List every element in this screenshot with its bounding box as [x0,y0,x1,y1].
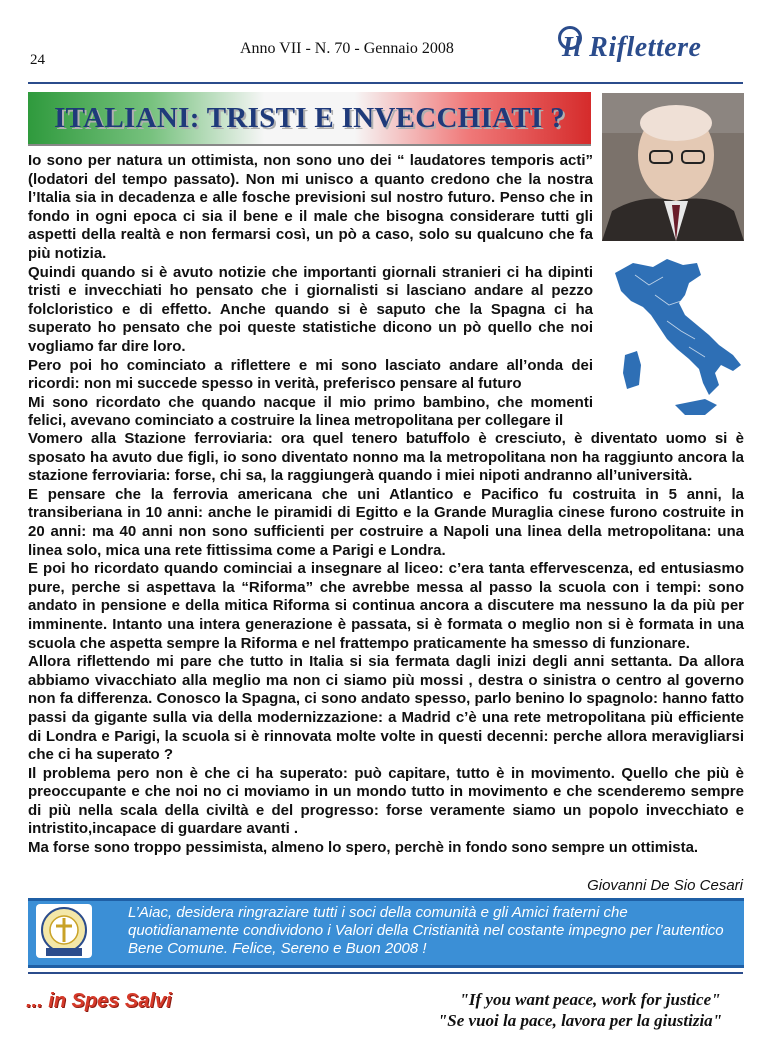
paragraph: Ma forse sono troppo pessimista, almeno lo spero, perchè in fondo sono sempre un ottimista. [28,839,699,857]
footer-motto: ... in Spes Salvi [26,990,172,1012]
article-body-narrow [28,152,593,431]
issue-info: Anno VII - N. 70 - Gennaio 2008 [240,40,454,57]
quote-italian: "Se vuoi la pace, lavora per la giustizia" [437,1011,723,1030]
paragraph: Vomero alla Stazione ferroviaria: ora quel tenero batuffolo è cresciuto, è diventato uomo si è sposato ha avuto due figli, io sono diventato nonno ma la metropolitana non ha raggiunto ancora la stazione ferroviaria: forse, chi sa, la raggiungerà quando i miei nipoti andranno all’università. [28,430,744,485]
article-title: ITALIANI: TRISTI E INVECCHIATI ? [54,102,565,134]
footer-divider [28,972,743,974]
quote-english: "If you want peace, work for justice" [459,990,721,1009]
paragraph: E pensare che la ferrovia americana che uni Atlantico e Pacifico fu costruita in 5 anni, la transiberiana in 10 anni: anche le piramidi di Egitto e la Grande Muraglia cinese furono costruite in 20 anni: ma 40 anni non sono sufficienti per costruire a Napoli una linea della metropolitana: una linea solo, mica una rete fittissima come a Parigi e Londra. [28,485,744,559]
paragraph: Pero poi ho cominciato a riflettere e mi sono lasciato andare all’onda dei ricordi: non mi succede spesso in verità, preferisco pensare al futuro [28,356,593,393]
paragraph: Mi sono ricordato che quando nacque il mio primo bambino, che momenti felici, avevano cominciato a costruire la linea metropolitana per collegare il [28,393,593,430]
portrait-icon [602,93,744,241]
paragraph: E poi ho ricordato quando cominciai a insegnare al liceo: c’era tanta effervescenza, ed entusiasmo pure, perche si aspettava la “Riforma” che avrebbe messa al passo la scuola con i tempi: sono andato in pensione e della mitica Riforma si continua ancora a discutere ma nessuno la da più per imminente. Intanto una intera generazione è passata, si è formata o meglio non si è formata in una scuola che aspetta sempre la Riforma e nel frattempo praticamente ha smesso di funzionare. [28,560,744,652]
italy-map [605,255,745,430]
article-body-wide [28,430,744,858]
paragraph: Il problema pero non è che ci ha superato: può capitare, tutto è in movimento. Quello che più è preoccupante e che noi no ci moviamo in un mondo tutto in movimento e che scenderemo sempre di più nella scala della civiltà e del progresso: forse veramente siamo un popolo invecchiato e intristito,incapace di guardare avanti . [28,764,744,838]
paragraph: Allora riflettendo mi pare che tutto in Italia si sia fermata dagli inizi degli anni settanta. Da allora abbiamo vivacchiato alla meglio ma non ci siamo più mossi , destra o sinistra o centro al governo non fa differenza. Conosco la Spagna, ci sono andato spesso, parlo benino lo spagnolo: hanno fatto passi da gigante sulla via della modernizzazione: a Madrid c’è una rete metropolitana più efficiente di Londra e Parigi, la scuola si è rinnovata molte volte in questi decenni: perche allora meravigliarsi che ci ha superato ? [28,653,744,764]
italy-map-icon [605,255,745,430]
page-number: 24 [30,52,45,68]
thanks-message: L’Aiac, desidera ringraziare tutti i soci della comunità e gli Amici fraterni che quotidianamente condividono i Valori della Cristianità nel costante impegno per l’autentico Bene Comune. Felice, Sereno e Buon 2008 ! [128,904,724,957]
brand-title: Il Riflettere [562,32,702,63]
author-signature: Giovanni De Sio Cesari [587,877,743,894]
paragraph: Io sono per natura un ottimista, non sono uno dei “ laudatores temporis acti” (lodatori del tempo passato). Non mi unisco a quanto credono che la nostra l’Italia sia in decadenza e alle fosche previsioni sul nostro futuro. Penso che in fondo in ogni epoca ci sia il bene e il male che bisogna considerare tutti gli aspetti della realtà e non fermarsi così, un pò a caso, solo su qualcuno che fa più notizia. [28,152,593,262]
paragraph: Quindi quando si è avuto notizie che importanti giornali stranieri ci ha dipinti tristi e invecchiati ho pensato che i giornalisti si lasciano andare al pezzo folcloristico e di effetto. Anche quando si è saputo che la Spagna ci ha superato ho pensato che poi queste statistiche dicono un pò quello che noi vogliamo far dire loro. [28,263,593,355]
author-photo [602,93,744,241]
aiac-seal-icon [36,904,92,958]
header-divider [28,82,743,84]
